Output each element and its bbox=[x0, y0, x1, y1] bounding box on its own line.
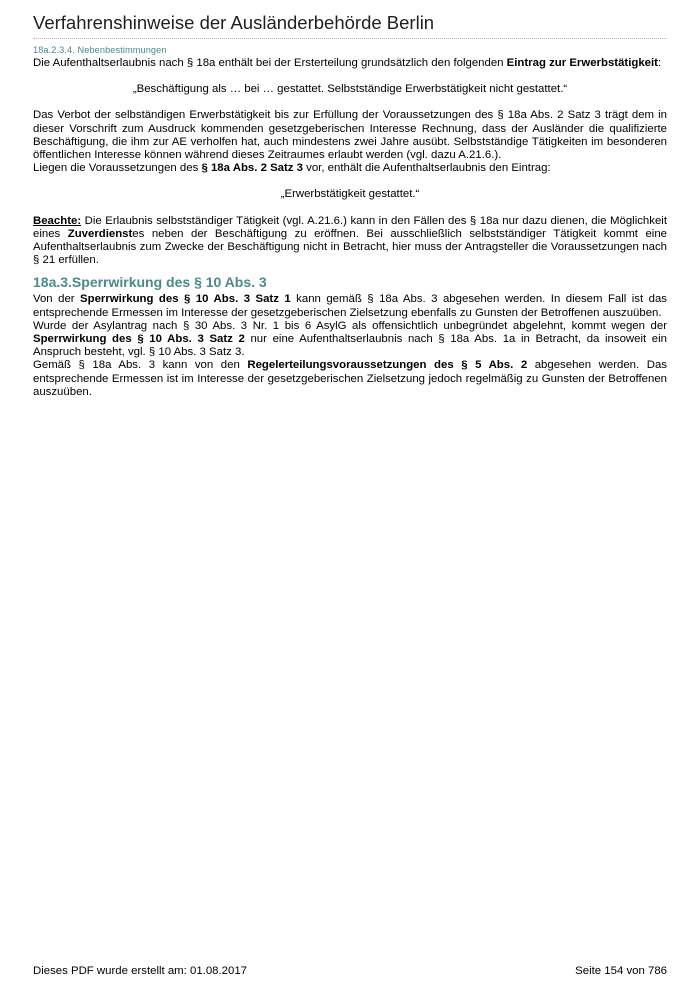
text-run: kann gemäß § 18a Abs. 3 abgesehen werden. In diesem Fall ist das entsprechende Ermessen im Interesse der gesetzgeberischen Zielsetzung ebenfalls zu Gunsten der Betroffenen auszuüben. bbox=[33, 293, 668, 319]
quoted-entry: „Erwerbstätigkeit gestattet.“ bbox=[280, 188, 420, 201]
page-number: Seite 154 von 786 bbox=[575, 965, 667, 977]
bold-term: Sperrwirkung des § 10 Abs. 3 Satz 1 bbox=[80, 293, 291, 306]
creation-date: Dieses PDF wurde erstellt am: 01.08.2017 bbox=[33, 965, 247, 977]
text-run: es neben der Beschäftigung zu eröffnen. Bei ausschließlich selbstständiger Tätigkeit kommt eine Aufenthaltserlaubnis zum Zwecke der Beschäftigung nicht in Betracht, hier muss der Antragsteller die Voraussetzungen nach § 21 erfüllen. bbox=[33, 227, 667, 267]
text-run: : bbox=[657, 57, 662, 69]
bold-term: Regelerteilungsvoraussetzungen des § 5 Abs. 2 bbox=[247, 359, 528, 372]
text-run: Wurde der Asylantrag nach § 30 Abs. 3 Nr. 1 bis 6 AsylG als offensichtlich unbegründet abgelehnt, kommt wegen der bbox=[33, 319, 667, 332]
paragraph-intro bbox=[33, 57, 667, 70]
paragraph-note bbox=[33, 215, 667, 268]
text-run: abgesehen werden. Das entsprechende Ermessen ist im Interesse der gesetzgeberischen Zielsetzung jedoch regelmäßig zu Gunsten der Betroffenen auszuüben. bbox=[33, 359, 667, 398]
page-header bbox=[33, 10, 667, 39]
text-run: Von der bbox=[33, 293, 81, 306]
paragraph-regelerteilung bbox=[33, 359, 667, 399]
section-heading: 18a.3.Sperrwirkung des § 10 Abs. 3 bbox=[33, 274, 267, 291]
bold-term: Zuverdienst bbox=[67, 227, 133, 240]
text-run: Gemäß § 18a Abs. 3 kann von den bbox=[33, 359, 248, 372]
bold-term: Sperrwirkung des § 10 Abs. 3 Satz 2 bbox=[33, 333, 245, 346]
document-title: Verfahrenshinweise der Ausländerbehörde Berlin bbox=[33, 12, 435, 33]
paragraph-condition bbox=[33, 162, 667, 175]
paragraph-prohibition: Das Verbot der selbständigen Erwerbstätigkeit bis zur Erfüllung der Voraussetzungen des § 18a Abs. 2 Satz 3 trägt dem in dieser Vorschrift zum Ausdruck kommenden gesetzgeberischen Interesse Rechnung, dass der Ausländer die qualifizierte Beschäftigung, die ihm zur AE verholfen hat, auch mindestens zwei Jahre ausübt. Selbstständige Tätigkeiten im besonderen öffentlichen Interesse können während dieses Zeitraumes erlaubt werden (vgl. dazu A.21.6.). bbox=[33, 109, 667, 162]
text-run: vor, enthält die Aufenthaltserlaubnis den Eintrag: bbox=[302, 162, 551, 175]
text-run: nur eine Aufenthaltserlaubnis nach § 18a Abs. 1a in Betracht, da insoweit ein Anspruch besteht, vgl. § 10 Abs. 3 Satz 3. bbox=[33, 333, 668, 359]
document-body bbox=[33, 44, 667, 399]
paragraph-sperrwirkung bbox=[33, 293, 667, 319]
subsection-heading: 18a.2.3.4. Nebenbestimmungen bbox=[33, 45, 167, 55]
text-run: Die Erlaubnis selbstständiger Tätigkeit (vgl. A.21.6.) kann in den Fällen des § 18a nur dazu dienen, die Möglichkeit eines bbox=[33, 214, 667, 240]
text-run: Liegen die Voraussetzungen des bbox=[33, 162, 202, 175]
text-run: Die Aufenthaltserlaubnis nach § 18a enthält bei der Ersterteilung grundsätzlich den folgenden bbox=[33, 57, 507, 69]
paragraph-asylantrag bbox=[33, 320, 667, 360]
note-label: Beachte: bbox=[33, 214, 82, 227]
bold-term: Eintrag zur Erwerbstätigkeit bbox=[506, 57, 658, 69]
bold-term: § 18a Abs. 2 Satz 3 bbox=[201, 162, 303, 175]
quoted-entry: „Beschäftigung als … bei … gestattet. Selbstständige Erwerbstätigkeit nicht gestattet.“ bbox=[132, 83, 568, 96]
